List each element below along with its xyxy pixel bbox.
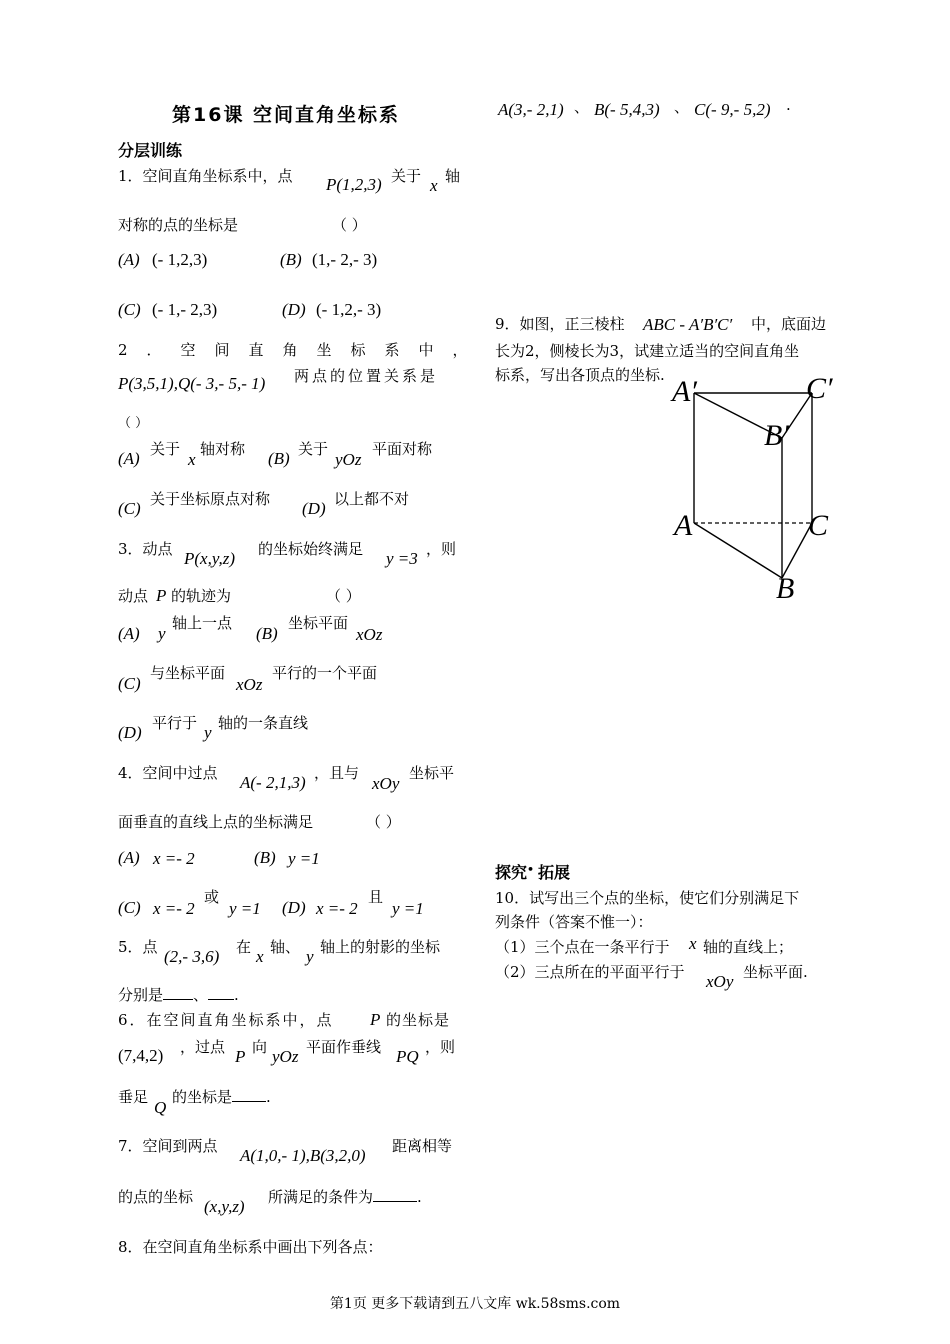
section-heading-training: 分层训练 <box>118 141 183 160</box>
q9-text-a: 9．如图，正三棱柱 <box>495 315 625 333</box>
q1-point <box>326 175 382 195</box>
q5-end: . <box>234 986 239 1004</box>
q3-text-a: 3．动点 <box>118 540 173 558</box>
q3-line2-a: 动点 <box>118 587 149 605</box>
q9-line2: 长为2，侧棱长为3，试建立适当的空间直角坐 <box>495 342 800 360</box>
q6-text-a: 6．在空间直角坐标系中，点 <box>118 1011 334 1029</box>
q1-text-b: 关于 <box>391 167 422 185</box>
q3-option-a-label: (A) <box>118 624 140 643</box>
q10-c1-a: （1）三个点在一条平行于 <box>495 938 670 956</box>
q3-line2-p: P <box>156 586 167 605</box>
q7-line2-a: 的点的坐标 <box>118 1188 194 1206</box>
q2-option-d: 以上都不对 <box>334 490 410 508</box>
q10-line1: 10．试写出三个点的坐标，使它们分别满足下 <box>495 889 800 907</box>
q4-option-d-label: (D) <box>282 898 306 917</box>
q1-option-a: (- 1,2,3) <box>152 250 208 269</box>
q1-point-value: P(1,2,3) <box>326 175 382 194</box>
q10-c2-xoy: xOy <box>706 972 734 991</box>
q3-option-a: 轴上一点 <box>172 614 233 632</box>
q6-p2: P <box>235 1047 246 1066</box>
edge-a-b <box>694 523 782 578</box>
q6-blank[interactable] <box>232 1087 266 1102</box>
q10-c1-b: 轴的直线上； <box>703 938 794 956</box>
section2-part-b: 拓展 <box>538 863 571 882</box>
q6-p: P <box>370 1010 381 1029</box>
q4-option-c-1: x =- 2 <box>153 899 195 918</box>
q8-sep-1: 、 <box>574 98 590 116</box>
q1-text-c: 轴 <box>445 167 461 185</box>
q3-option-c-1: 与坐标平面 <box>150 664 226 682</box>
q5-blank-1[interactable] <box>163 985 193 1000</box>
q1-option-b-label: (B) <box>280 250 302 269</box>
q3-point: P(x,y,z) <box>184 549 235 568</box>
q2-option-a-1: 关于 <box>150 440 181 458</box>
q1-option-c: (- 1,- 2,3) <box>152 300 218 319</box>
q2-option-b-yoz: yOz <box>335 450 362 469</box>
q1-option-c-label: (C) <box>118 300 141 319</box>
q6-text-b: 的坐标是 <box>386 1011 451 1029</box>
q7-text-b: 距离相等 <box>392 1137 453 1155</box>
q6-line3-a: 垂足 <box>118 1088 149 1106</box>
q7-line2 <box>268 1186 422 1207</box>
label-a: A <box>674 509 693 542</box>
q4-option-d-and: 且 <box>368 888 384 906</box>
q1-option-d-label: (D) <box>282 300 306 319</box>
q4-option-c-2: y =1 <box>229 899 261 918</box>
q4-option-c-or: 或 <box>204 888 220 906</box>
q3-condition: y =3 <box>386 549 418 568</box>
q3-text-b: 的坐标始终满足 <box>258 540 364 558</box>
q3-option-b-xoz: xOz <box>356 625 383 644</box>
q9-prism: ABC - A′B′C′ <box>643 315 733 334</box>
q2-text-b: 两点的位置关系是 <box>294 367 439 385</box>
q5-separator: 、 <box>193 986 209 1004</box>
q4-option-b: y =1 <box>288 849 320 868</box>
q1-option-a-label: (A) <box>118 250 140 269</box>
q6-line3-label: 的坐标是 <box>172 1088 233 1106</box>
q2-option-a-x: x <box>188 450 196 469</box>
label-c1: C′ <box>806 372 833 405</box>
q2-option-c: 关于坐标原点对称 <box>150 490 271 508</box>
q10-c1-x: x <box>689 934 697 953</box>
q6-text-d: 向 <box>252 1038 268 1056</box>
label-a1: A′ <box>672 375 697 408</box>
q4-line2: 面垂直的直线上点的坐标满足 <box>118 813 314 831</box>
section2-part-a: 探究 <box>495 863 528 882</box>
q3-line2-b: 的轨迹为 <box>171 587 232 605</box>
label-b: B <box>776 572 795 605</box>
q4-text-a: 4．空间中过点 <box>118 764 218 782</box>
q2-option-b-2: 平面对称 <box>372 440 433 458</box>
q6-q: Q <box>154 1098 167 1117</box>
section-heading-explore <box>495 860 570 883</box>
q6-text-e: 平面作垂线 <box>306 1038 382 1056</box>
q7-line2-label: 所满足的条件为 <box>268 1188 374 1206</box>
q9-line3: 标系，写出各顶点的坐标. <box>495 366 665 384</box>
q6-line3 <box>172 1086 271 1107</box>
q3-option-d-y: y <box>204 723 212 742</box>
q3-option-c-label: (C) <box>118 674 141 693</box>
q1-answer-paren: （ ） <box>332 216 367 234</box>
section2-dot: • <box>527 863 535 876</box>
q2-option-b-label: (B) <box>268 449 290 468</box>
q4-point: A(- 2,1,3) <box>240 773 306 792</box>
q1-line2: 对称的点的坐标是 <box>118 216 239 234</box>
label-b1: B′ <box>764 419 789 452</box>
q8-point-c: C(- 9,- 5,2) <box>694 100 771 119</box>
q1-x: x <box>430 176 438 195</box>
q2-option-c-label: (C) <box>118 499 141 518</box>
q5-x: x <box>256 947 264 966</box>
q4-option-d-1: x =- 2 <box>316 899 358 918</box>
q3-option-b: 坐标平面 <box>288 614 349 632</box>
q3-option-d-label: (D) <box>118 723 142 742</box>
q7-end: . <box>417 1188 422 1206</box>
q4-option-a: x =- 2 <box>153 849 195 868</box>
q6-text-f: ，则 <box>425 1038 456 1056</box>
q8-end: . <box>786 96 791 114</box>
q7-points: A(1,0,- 1),B(3,2,0) <box>240 1146 366 1165</box>
label-c: C <box>808 509 829 542</box>
q9-text-b: 中，底面边 <box>751 315 827 333</box>
q4-text-b: ，且与 <box>314 764 360 782</box>
q1-option-b: (1,- 2,- 3) <box>312 250 378 269</box>
q2-text-a: 2．空间直角坐标系中， <box>118 341 487 359</box>
q10-c2-a: （2）三点所在的平面平行于 <box>495 963 685 981</box>
q5-text-d: 轴上的射影的坐标 <box>320 938 441 956</box>
q4-option-c-label: (C) <box>118 898 141 917</box>
q5-y: y <box>306 947 314 966</box>
q1-text-a: 1．空间直角坐标系中，点 <box>118 167 293 185</box>
q8-sep-2: 、 <box>674 98 690 116</box>
q4-text-c: 坐标平 <box>409 764 455 782</box>
q3-option-b-label: (B) <box>256 624 278 643</box>
page-footer: 第1页 更多下载请到五八文库 wk.58sms.com <box>329 1296 621 1312</box>
q8-text-a: 8．在空间直角坐标系中画出下列各点： <box>118 1238 383 1256</box>
q3-option-a-y: y <box>158 624 166 643</box>
q6-yoz: yOz <box>272 1047 299 1066</box>
q6-text-c: ，过点 <box>180 1038 226 1056</box>
q7-xyz: (x,y,z) <box>204 1197 245 1216</box>
q7-blank[interactable] <box>373 1187 417 1202</box>
q3-option-c-2: 平行的一个平面 <box>272 664 378 682</box>
page-title: 第16课 空间直角坐标系 <box>172 104 401 126</box>
q5-text-b: 在 <box>236 938 252 956</box>
q4-answer-paren: （ ） <box>366 813 401 831</box>
q2-option-a-label: (A) <box>118 449 140 468</box>
q5-point: (2,- 3,6) <box>164 947 220 966</box>
q10-c2-b: 坐标平面. <box>743 963 808 981</box>
q1-option-d: (- 1,2,- 3) <box>316 300 382 319</box>
q2-option-a-2: 轴对称 <box>200 440 246 458</box>
q3-option-d-2: 轴的一条直线 <box>218 714 309 732</box>
q5-blank-2[interactable] <box>208 985 234 1000</box>
q2-answer-paren: （ ） <box>118 416 149 431</box>
q5-line2 <box>118 984 239 1005</box>
q3-answer-paren: （ ） <box>326 587 361 605</box>
q5-text-c: 轴、 <box>270 938 301 956</box>
q6-end: . <box>266 1088 271 1106</box>
q3-option-d-1: 平行于 <box>152 714 198 732</box>
q2-points: P(3,5,1),Q(- 3,- 5,- 1) <box>118 374 266 393</box>
q10-line2: 列条件（答案不惟一）： <box>495 913 653 931</box>
q4-option-d-2: y =1 <box>392 899 424 918</box>
q3-option-c-xoz: xOz <box>236 675 263 694</box>
q5-line2-label: 分别是 <box>118 986 164 1004</box>
q2-option-b-1: 关于 <box>298 440 329 458</box>
q4-xoy: xOy <box>372 774 400 793</box>
q7-text-a: 7．空间到两点 <box>118 1137 218 1155</box>
q4-option-a-label: (A) <box>118 848 140 867</box>
q2-option-d-label: (D) <box>302 499 326 518</box>
q5-text-a: 5．点 <box>118 938 158 956</box>
prism-figure <box>660 368 860 608</box>
q6-pq: PQ <box>396 1047 419 1066</box>
q8-point-b: B(- 5,4,3) <box>594 100 660 119</box>
q4-option-b-label: (B) <box>254 848 276 867</box>
q3-text-c: ，则 <box>426 540 457 558</box>
q8-point-a: A(3,- 2,1) <box>498 100 564 119</box>
q6-point: (7,4,2) <box>118 1046 164 1065</box>
